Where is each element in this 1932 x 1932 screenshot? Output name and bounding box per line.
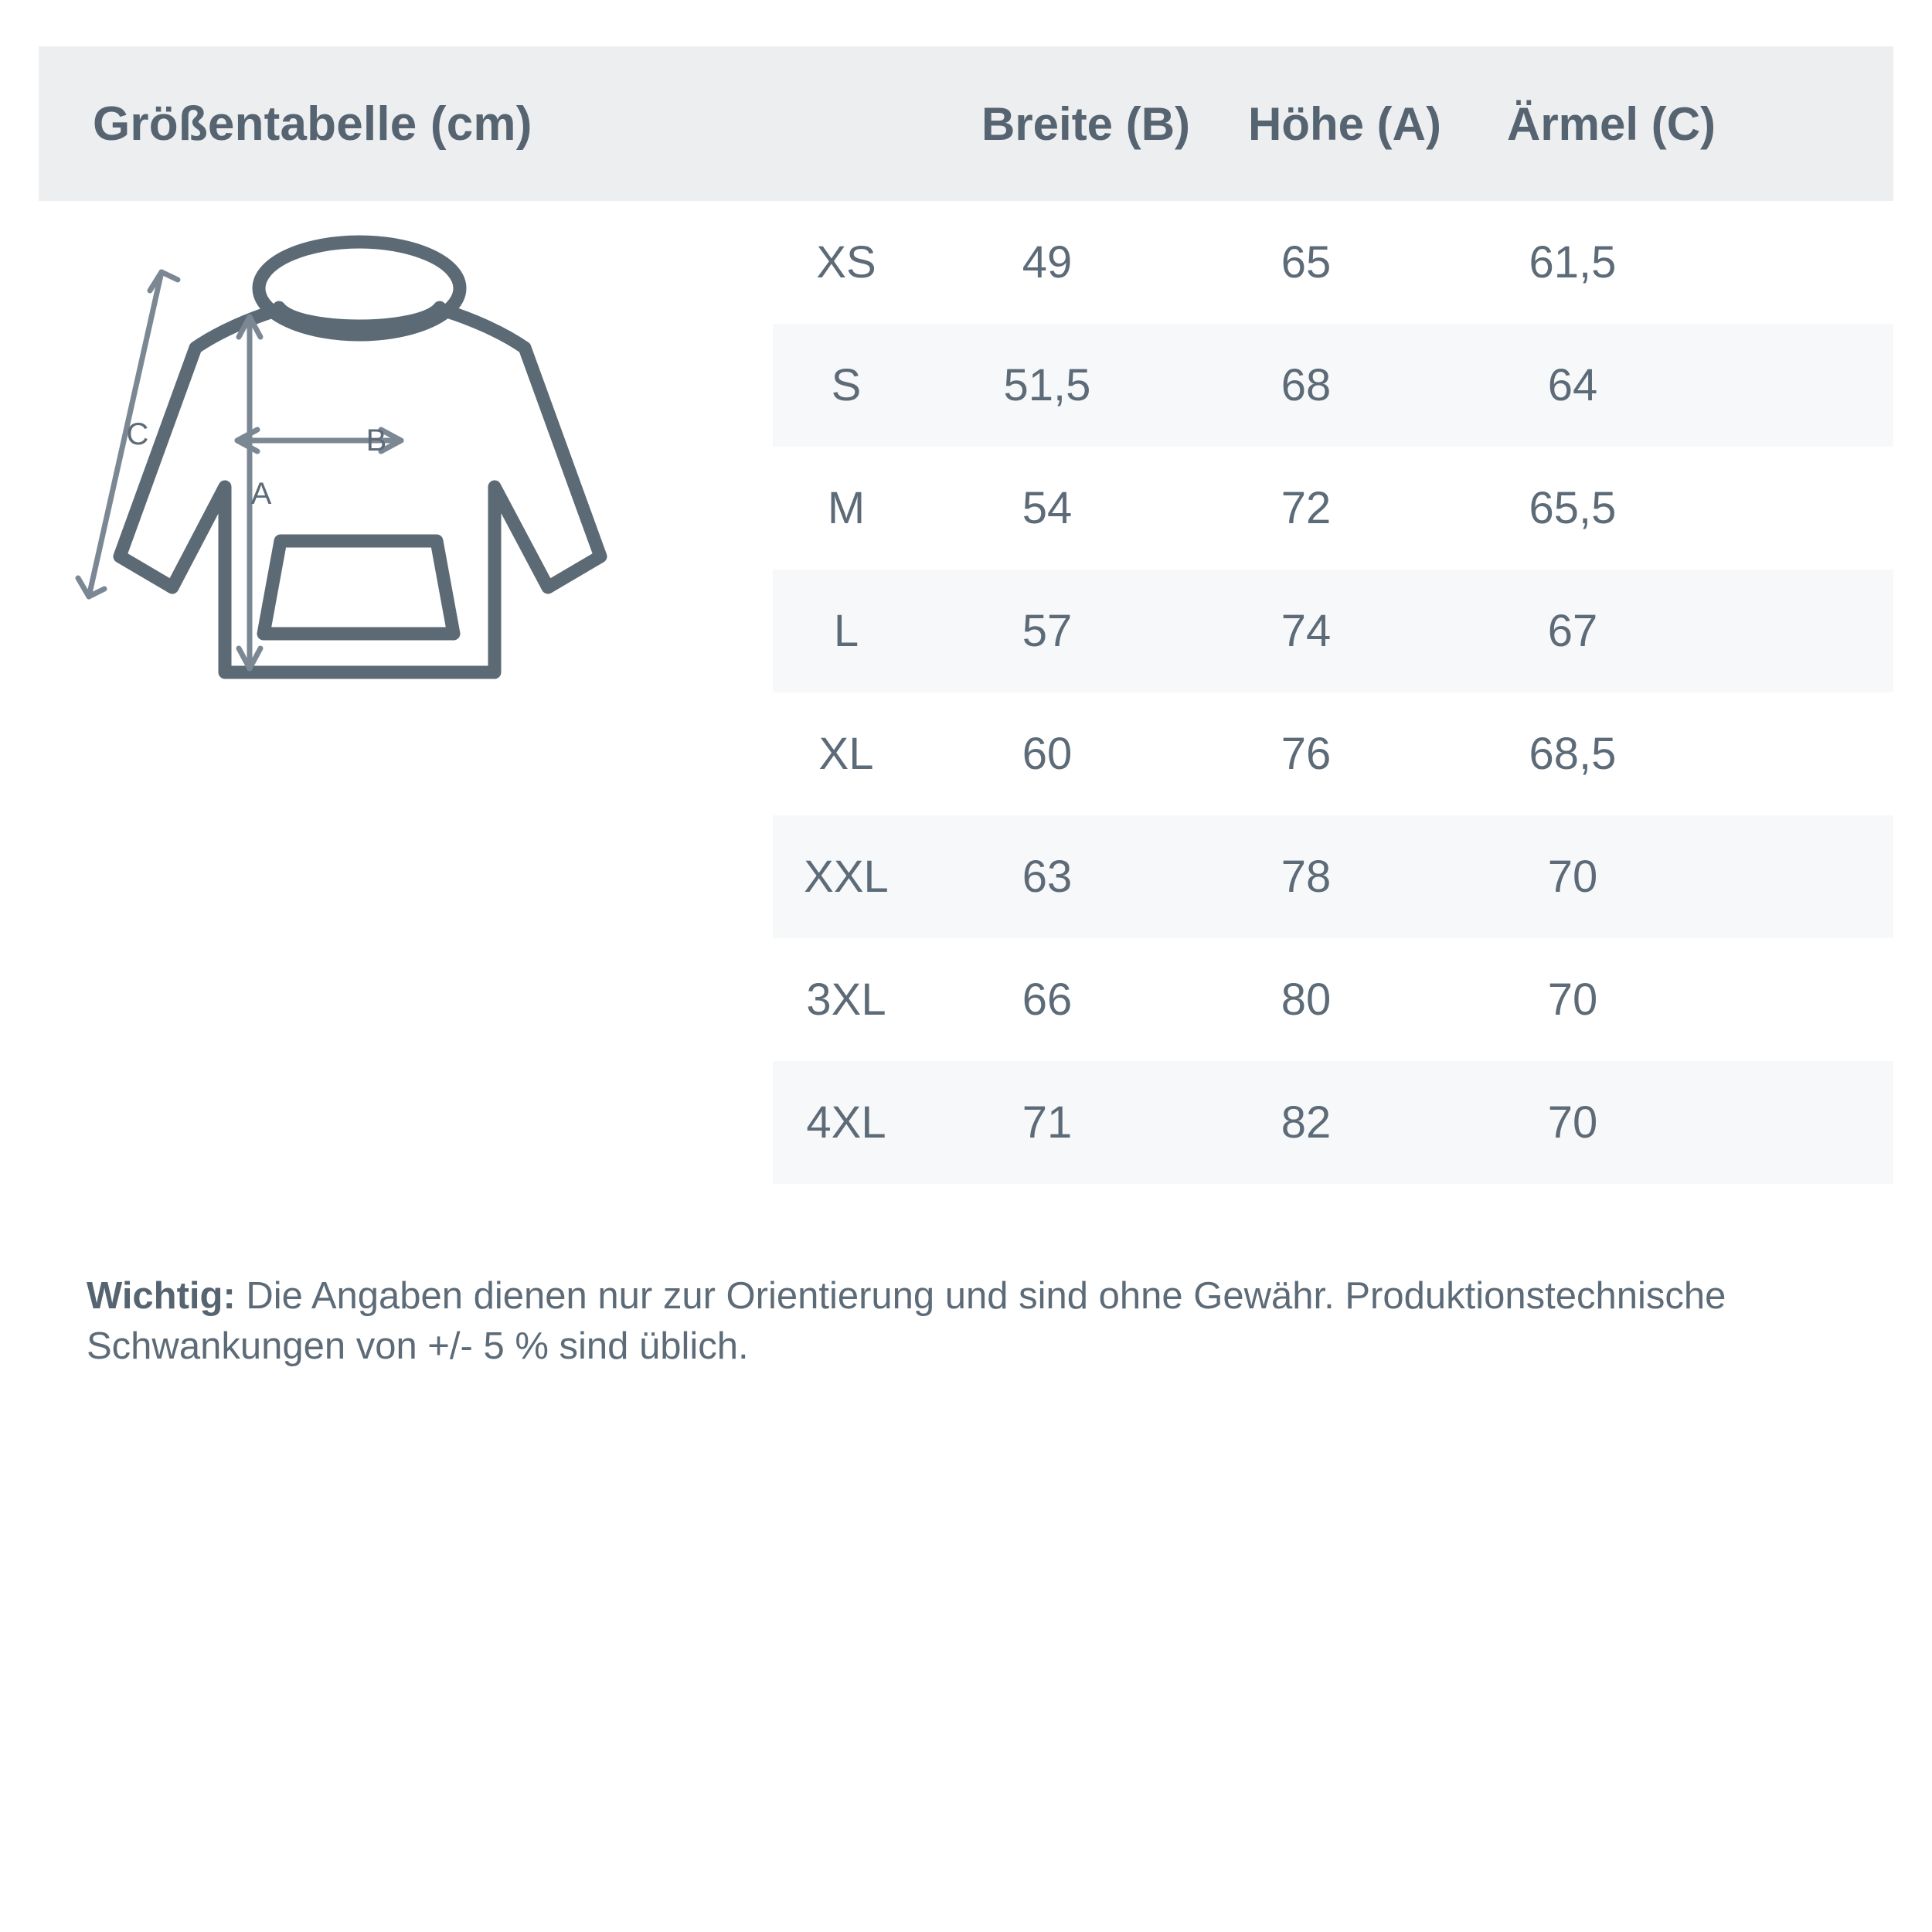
cell-width: 66: [1022, 975, 1073, 1025]
table-row: [773, 447, 1893, 570]
cell-sleeve: 70: [1547, 1097, 1598, 1148]
cell-height: 74: [1281, 606, 1332, 656]
cell-sleeve: 70: [1547, 852, 1598, 902]
dimension-label-height: A: [250, 477, 272, 511]
cell-size: XS: [816, 237, 876, 287]
cell-width: 60: [1022, 729, 1073, 779]
cell-width: 63: [1022, 852, 1073, 902]
page-title: Größentabelle (cm): [93, 97, 532, 151]
cell-width: 49: [1022, 237, 1073, 287]
cell-sleeve: 61,5: [1529, 237, 1617, 287]
cell-size: 3XL: [806, 975, 886, 1025]
cell-sleeve: 64: [1547, 360, 1598, 410]
cell-height: 76: [1281, 729, 1332, 779]
table-row: [773, 1061, 1893, 1184]
disclaimer-text: Die Angaben dienen nur zur Orientierung und sind ohne Gewähr. Produktionstechnische Schwankungen von +/- 5 % sind üblich.: [87, 1275, 1726, 1368]
table-row: [773, 692, 1893, 815]
column-header-sleeve: Ärmel (C): [1506, 97, 1716, 150]
cell-sleeve: 68,5: [1529, 729, 1617, 779]
hoodie-icon: [73, 232, 753, 819]
disclaimer-lead: Wichtig:: [87, 1275, 236, 1317]
cell-size: S: [831, 360, 862, 410]
dimension-label-sleeve: C: [126, 417, 149, 451]
table-row: [773, 570, 1893, 692]
cell-size: XXL: [804, 852, 889, 902]
table-row: [773, 815, 1893, 938]
table-row: [773, 324, 1893, 447]
cell-sleeve: 70: [1547, 975, 1598, 1025]
disclaimer-note: [87, 1271, 1864, 1372]
cell-height: 65: [1281, 237, 1332, 287]
table-row: [773, 938, 1893, 1061]
cell-sleeve: 67: [1547, 606, 1598, 656]
cell-width: 54: [1022, 483, 1073, 533]
column-header-width: Breite (B): [981, 97, 1191, 150]
cell-size: XL: [818, 729, 874, 779]
column-header-height: Höhe (A): [1248, 97, 1441, 150]
cell-height: 80: [1281, 975, 1332, 1025]
cell-width: 71: [1022, 1097, 1073, 1148]
cell-size: M: [827, 483, 866, 533]
cell-height: 82: [1281, 1097, 1332, 1148]
cell-height: 78: [1281, 852, 1332, 902]
cell-height: 72: [1281, 483, 1332, 533]
cell-height: 68: [1281, 360, 1332, 410]
column-header-group: [811, 46, 1932, 201]
table-row: [773, 201, 1893, 324]
dimension-label-width: B: [366, 423, 387, 457]
size-table: [773, 201, 1893, 1184]
cell-sleeve: 65,5: [1529, 483, 1617, 533]
cell-size: 4XL: [806, 1097, 886, 1148]
cell-size: L: [833, 606, 859, 656]
cell-width: 57: [1022, 606, 1073, 656]
size-chart-header: [39, 46, 1893, 201]
cell-width: 51,5: [1003, 360, 1091, 410]
hoodie-measurement-diagram: [73, 232, 753, 819]
